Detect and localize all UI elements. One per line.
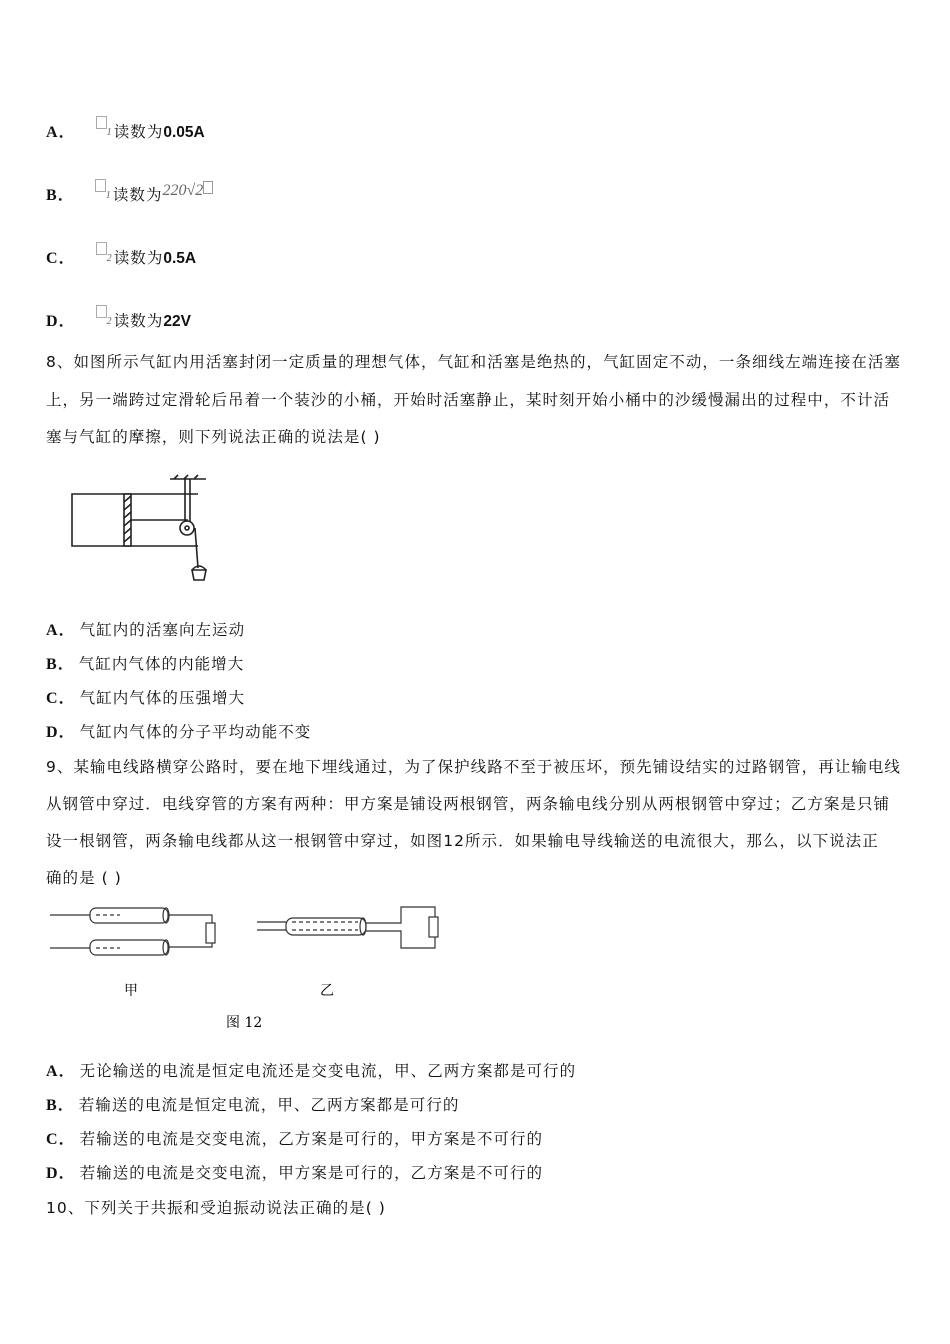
meter-index: 1 [106, 127, 113, 138]
q9-stem-line: 从钢管中穿过．电线穿管的方案有两种：甲方案是铺设两根钢管，两条输电线分别从两根钢管中穿过；乙方案是只铺 [46, 795, 891, 813]
option-label: D． [46, 724, 76, 741]
option-label: B． [46, 187, 75, 204]
meter-index: 1 [105, 190, 112, 201]
option-label: A． [46, 622, 76, 639]
option-label: A． [46, 124, 76, 141]
figure-caption: 图 12 [226, 1015, 263, 1031]
q8-stem-line: 塞与气缸的摩擦，则下列说法正确的说法是( ) [46, 428, 381, 446]
q7-option-c [46, 242, 196, 269]
q10-stem-line: 10、下列关于共振和受迫振动说法正确的是( ) [46, 1199, 386, 1217]
figure-label-jia: 甲 [124, 983, 138, 999]
q7-option-a [46, 116, 205, 143]
cylinder-piston-pulley-diagram [40, 450, 280, 590]
q7-option-d [46, 305, 191, 332]
option-text: 若输送的电流是交变电流，甲方案是可行的，乙方案是不可行的 [79, 1164, 544, 1182]
option-text: 读数为 [113, 312, 164, 330]
option-label: B． [46, 1097, 75, 1114]
option-text: 读数为 [113, 123, 164, 141]
option-label: B． [46, 656, 75, 673]
option-label: C． [46, 1131, 76, 1148]
q9-stem-line: 确的是 ( ) [46, 869, 122, 887]
unit-placeholder-icon [203, 181, 213, 194]
option-text: 气缸内的活塞向左运动 [79, 621, 246, 639]
option-text: 气缸内气体的分子平均动能不变 [79, 723, 312, 741]
option-text: 气缸内气体的内能增大 [78, 655, 245, 673]
option-value: 0.5A [163, 250, 197, 267]
q9-stem-line: 9、某输电线路横穿公路时，要在地下埋线通过，为了保护线路不至于被压坏，预先铺设结实的过路钢管，再让输电线 [46, 758, 901, 776]
q8-stem-line: 上，另一端跨过定滑轮后吊着一个装沙的小桶，开始时活塞静止，某时刻开始小桶中的沙缓慢漏出的过程中，不计活 [46, 391, 891, 409]
option-text: 无论输送的电流是恒定电流还是交变电流，甲、乙两方案都是可行的 [79, 1062, 577, 1080]
ammeter-symbol-icon [96, 242, 107, 255]
q8-option-c [46, 688, 245, 709]
meter-index: 2 [106, 253, 113, 264]
option-text: 若输送的电流是恒定电流，甲、乙两方案都是可行的 [78, 1096, 460, 1114]
option-label: C． [46, 690, 76, 707]
voltmeter-symbol-icon [96, 305, 107, 318]
option-text: 读数为 [113, 249, 164, 267]
q9-option-b [46, 1095, 459, 1116]
voltmeter-symbol-icon [95, 179, 106, 192]
option-text: 读数为 [112, 186, 163, 204]
option-label: D． [46, 1165, 76, 1182]
option-label: D． [46, 313, 76, 330]
q9-option-d [46, 1163, 543, 1184]
ammeter-symbol-icon [96, 116, 107, 129]
q9-stem-line: 设一根钢管，两条输电线都从这一根钢管中穿过，如图12所示．如果输电导线输送的电流很大，那么，以下说法正 [46, 832, 879, 850]
q8-option-d [46, 722, 311, 743]
q9-option-c [46, 1129, 543, 1150]
wire-pipe-diagram [40, 895, 460, 1035]
option-label: C． [46, 250, 76, 267]
option-value: 0.05A [163, 124, 205, 141]
q8-option-b [46, 654, 244, 675]
q9-option-a [46, 1061, 576, 1082]
option-label: A． [46, 1063, 76, 1080]
q8-option-a [46, 620, 245, 641]
option-text: 若输送的电流是交变电流，乙方案是可行的，甲方案是不可行的 [79, 1130, 544, 1148]
q8-stem-line: 8、如图所示气缸内用活塞封闭一定质量的理想气体，气缸和活塞是绝热的，气缸固定不动，一条细线左端连接在活塞 [46, 353, 901, 371]
figure-label-yi: 乙 [320, 983, 334, 999]
option-value: 220√2 [162, 182, 204, 199]
meter-index: 2 [106, 316, 113, 327]
option-value: 22V [163, 313, 191, 330]
q7-option-b [46, 179, 213, 206]
option-text: 气缸内气体的压强增大 [79, 689, 246, 707]
